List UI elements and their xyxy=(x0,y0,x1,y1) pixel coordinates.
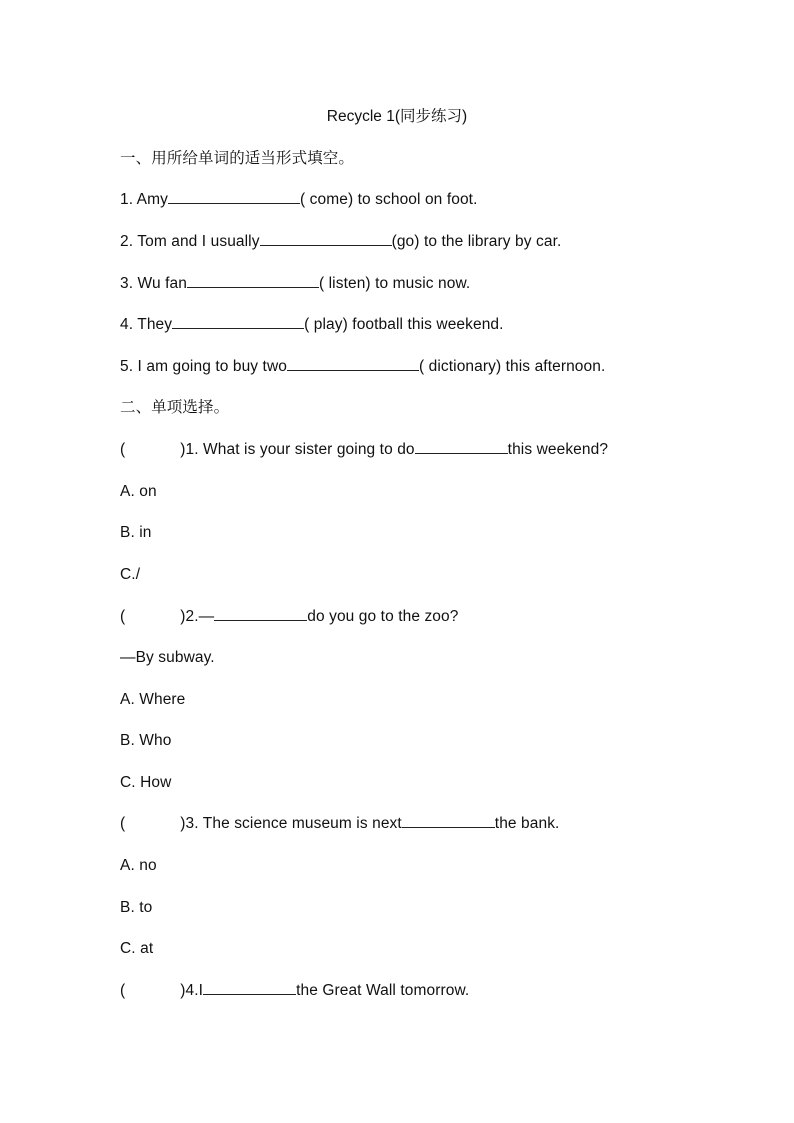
fill-item-text: 5. I am going to buy two xyxy=(120,358,287,375)
option-c: C. How xyxy=(120,774,172,791)
fill-item-text: 1. Amy xyxy=(120,191,168,208)
fill-item-2 xyxy=(120,231,561,253)
question-text: do you go to the zoo? xyxy=(307,608,459,625)
option-a: A. Where xyxy=(120,691,186,708)
fill-item-text: 4. They xyxy=(120,316,173,333)
fill-item-3 xyxy=(120,273,470,295)
fill-item-text: ( listen) to music now. xyxy=(318,275,471,292)
answer-blank[interactable] xyxy=(203,980,296,995)
answer-blank[interactable] xyxy=(172,314,304,329)
fill-item-4 xyxy=(120,314,504,336)
answer-blank[interactable] xyxy=(287,356,419,371)
fill-item-text: ( dictionary) this afternoon. xyxy=(418,358,606,375)
choice-question-4 xyxy=(120,980,469,1002)
option-a: A. on xyxy=(120,483,157,500)
option-c: C./ xyxy=(120,566,141,583)
question-open-paren: ( xyxy=(120,608,126,625)
fill-item-text: 3. Wu fan xyxy=(120,275,187,292)
question-text: )4.I xyxy=(180,982,204,999)
fill-item-5 xyxy=(120,356,605,378)
question-text: the Great Wall tomorrow. xyxy=(296,982,470,999)
question-open-paren: ( xyxy=(120,982,126,999)
choice-question-1 xyxy=(120,439,608,461)
answer-blank[interactable] xyxy=(168,189,300,204)
question-open-paren: ( xyxy=(120,815,126,832)
question-text: )1. What is your sister going to do xyxy=(180,441,415,458)
question-text: the bank. xyxy=(494,815,560,832)
fill-item-text: 2. Tom and I usually xyxy=(120,233,260,250)
answer-blank[interactable] xyxy=(260,231,392,246)
fill-item-1 xyxy=(120,189,477,211)
option-b: B. Who xyxy=(120,732,172,749)
dialogue-answer-line: —By subway. xyxy=(120,649,215,666)
fill-item-text: ( come) to school on foot. xyxy=(299,191,478,208)
question-text: this weekend? xyxy=(507,441,609,458)
answer-blank[interactable] xyxy=(415,439,508,454)
answer-blank[interactable] xyxy=(402,813,495,828)
fill-item-text: ( play) football this weekend. xyxy=(304,316,504,333)
choice-question-3 xyxy=(120,813,559,835)
question-text: )3. The science museum is next xyxy=(180,815,402,832)
question-open-paren: ( xyxy=(120,441,126,458)
choice-question-2 xyxy=(120,606,458,628)
question-text: )2.— xyxy=(180,608,215,625)
section2-heading: 二、单项选择。 xyxy=(120,399,230,416)
page-title: Recycle 1(同步练习) xyxy=(326,108,468,125)
option-b: B. to xyxy=(120,899,153,916)
section1-heading: 一、用所给单词的适当形式填空。 xyxy=(120,150,355,167)
answer-blank[interactable] xyxy=(214,606,307,621)
option-b: B. in xyxy=(120,524,152,541)
fill-item-text: (go) to the library by car. xyxy=(391,233,562,250)
option-a: A. no xyxy=(120,857,157,874)
option-c: C. at xyxy=(120,940,154,957)
answer-blank[interactable] xyxy=(187,273,319,288)
